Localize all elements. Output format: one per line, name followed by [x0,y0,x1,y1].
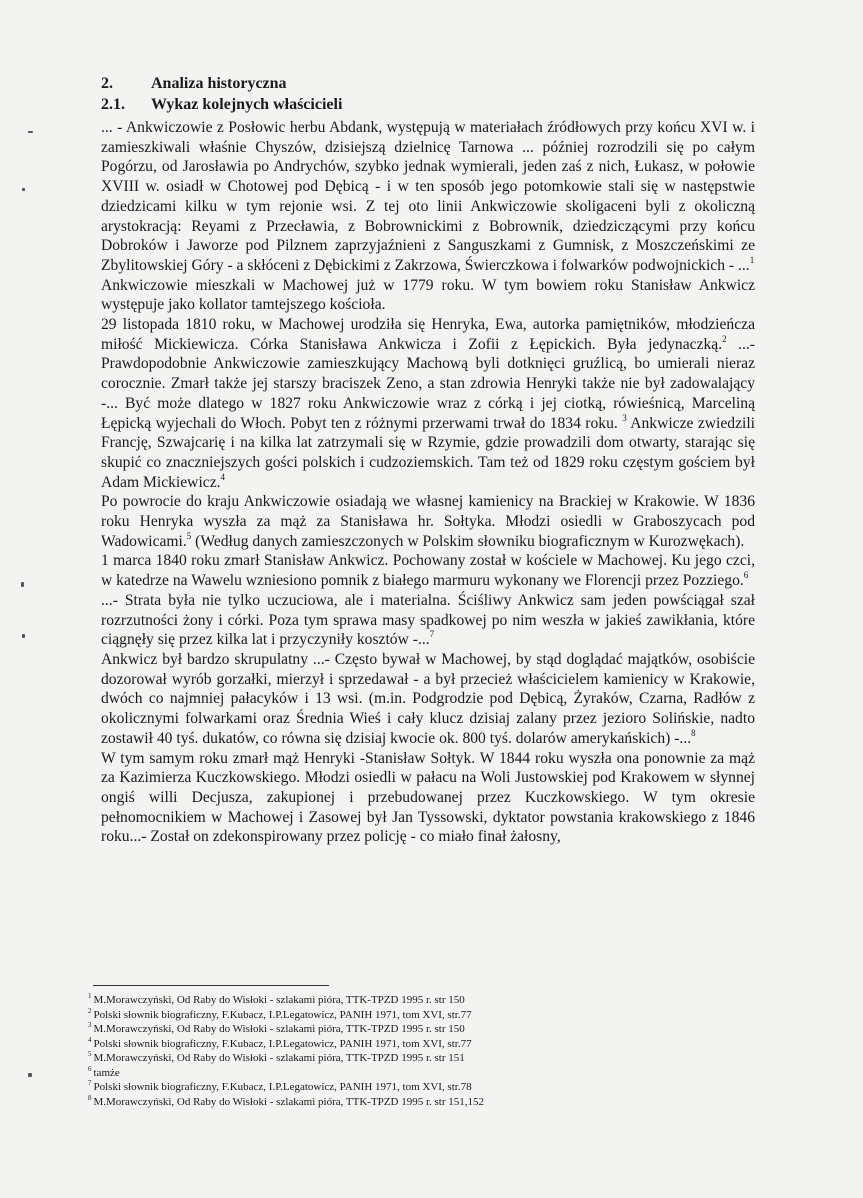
paragraph [101,492,755,551]
footnote-reference: 1 [749,254,755,265]
paragraph-text: ...- Strata była nie tylko uczuciowa, ale i materialna. Ściśliwy Ankwicz sam jeden powściągał szał rozrzutności żony i córki. Poza tym sprawa masy spadkowej po nim weszła w jakieś zawikłania, które ciągnęły się przez kilka lat i przyczyniły kosztów -... [101,591,755,649]
footnotes [88,993,768,1109]
scan-mark [22,188,25,191]
footnote-number: 1 [88,992,92,1000]
section-heading [101,74,287,94]
footnote-text: M.Morawczyński, Od Raby do Wisłoki - szlakami pióra, TTK-TPZD 1995 r. str 150 [93,994,465,1006]
paragraph [101,551,755,590]
paragraph [101,315,755,492]
footnote-number: 7 [88,1079,92,1087]
paragraph [101,118,755,276]
footnote-reference: 8 [691,727,696,738]
scan-mark [28,1073,32,1077]
paragraph [101,591,755,650]
footnote-reference: 3 [622,412,627,423]
footnote-text: M.Morawczyński, Od Raby do Wisłoki - szlakami pióra, TTK-TPZD 1995 r. str 151 [93,1052,465,1064]
paragraph [101,276,755,315]
footnote-number: 6 [88,1064,92,1073]
footnote [88,1066,768,1081]
section-number: 2. [101,75,113,92]
footnote [88,1037,768,1052]
paragraph-text: 29 listopada 1810 roku, w Machowej urodziła się Henryka, Ewa, autorka pamiętników, młodzieńcza miłość Mickiewicza. Córka Stanisława Ankwicza i Zofii z Łępickich. Była jedynaczką. [101,316,755,353]
paragraph-text: (Według danych zamieszczonych w Polskim słowniku biograficznym w Kurozwękach). [191,532,745,550]
footnote [88,993,768,1008]
paragraph-text: ...- Prawdopodobnie Ankwiczowie zamieszkujący Machową byli dotknięci gruźlicą, bo umierali nieraz corocznie. Zmarł także jej starszy braciszek Zeno, a stan zdrowia Henryki także nie był zadowalający -... Być może dlatego w 1827 roku Ankwiczowie wraz z córką i jej ciotką, rówieśnicą, Marceliną Łępicką wyjechali do Włoch. Pobyt ten z różnymi przerwami trwał do 1834 roku. [101,335,755,432]
paragraph [101,749,755,848]
paragraph-text: W tym samym roku zmarł mąż Henryki -Stanisław Sołtyk. W 1844 roku wyszła ona ponownie za mąż za Kazimierza Kuczkowskiego. Młodzi osiedli w pałacu na Woli Justowskiej pod Krakowem w słynnej ongiś willi Decjusza, zakupionej i przebudowanej przez Kuczkowskiego. W tym okresie pełnomocnikiem w Machowej i Zasowej był Jan Tyssowski, dyktator powstania krakowskiego z 1846 roku...- Został on zdekonspirowany przez policję - co miało finał żałosny, [101,749,755,846]
footnote-reference: 2 [722,333,727,344]
section-title: Analiza historyczna [151,75,287,92]
footnote-text: Polski słownik biograficzny, F.Kubacz, I.P.Legatowicz, PANIH 1971, tom XVI, str.77 [93,1037,472,1050]
footnote-divider [93,985,329,986]
footnote-reference: 4 [220,471,226,482]
footnote [88,1008,768,1023]
footnote-text: Polski słownik biograficzny, F.Kubacz, I.P.Legatowicz, PANIH 1971, tom XVI, str.78 [93,1081,472,1093]
scan-mark [22,634,25,638]
paragraph-text: 1 marca 1840 roku zmarł Stanisław Ankwicz. Pochowany został w kościele w Machowej. Ku jego czci, w katedrze na Wawelu wzniesiono pomnik z białego marmuru wykonany we Florencji przez Pozziego. [101,552,755,590]
footnote-number: 5 [88,1050,92,1058]
footnote-number: 4 [88,1035,92,1044]
footnote-number: 2 [88,1006,92,1015]
paragraph-text: Ankwiczowie mieszkali w Machowej już w 1779 roku. W tym bowiem roku Stanisław Ankwicz występuje jako kollator tamtejszego kościoła. [101,276,755,314]
footnote [88,1080,768,1095]
body-text [101,118,755,847]
footnote-text: M.Morawczyński, Od Raby do Wisłoki - szlakami pióra, TTK-TPZD 1995 r. str 150 [93,1023,465,1035]
scan-mark [28,131,33,133]
subsection-heading [101,95,342,115]
subsection-title: Wykaz kolejnych właścicieli [151,96,343,113]
subsection-number: 2.1. [101,96,125,113]
paragraph-text: Ankwicz był bardzo skrupulatny ...- Często bywał w Machowej, by stąd doglądać majątków, osobiście dozorował wyrób gorzałki, mierzył i sprzedawał - a był przecież właścicielem kamienicy w Krakowie, dwóch co najmniej pałacyków i 13 wsi. (m.in. Podgrodzie pod Dębicą, Żyraków, Czarna, Radłów z okolicznymi folwarkami oraz Średnia Wieś i cały klucz dzisiaj zalany przez jezioro Solińskie, nadto zostawił 40 tyś. dukatów, co równa się dzisiaj kwocie ok. 800 tyś. dolarów amerykańskich) -... [101,650,755,747]
paragraph-text: Po powrocie do kraju Ankwiczowie osiadają we własnej kamienicy na Brackiej w Krakowie. W 1836 roku Henryka wyszła za mąż za Stanisława hr. Sołtyka. Młodzi osiedli w Graboszycach pod Wadowicami. [101,493,755,550]
footnote-reference: 7 [429,629,435,640]
scan-mark [21,582,24,587]
footnote [88,1022,768,1037]
footnote [88,1095,768,1110]
footnote-text: Polski słownik biograficzny, F.Kubacz, I.P.Legatowicz, PANIH 1971, tom XVI, str.77 [93,1008,472,1021]
footnote-text: M.Morawczyński, Od Raby do Wisłoki - szlakami pióra, TTK-TPZD 1995 r. str 151,152 [93,1095,485,1108]
paragraph-text: ... - Ankwiczowie z Posłowic herbu Abdank, występują w materiałach źródłowych przy końcu XVI w. i zamieszkiwali właśnie Chyszów, dzisiejszą dzielnicę Tarnowa ... później rozrodzili się po całym Pogórzu, od Jarosławia po Andrychów, szybko jednak wymierali, jeden zaś z nich, Łukasz, w połowie XVIII w. osiadł w Chotowej pod Dębicą - i w ten sposób jego potomkowie stali się w następstwie dziedzicami kilku w tym rejonie wsi. Z tej oto linii Ankwiczowie skoligaceni byli z okoliczną arystokracją: Reyami z Przecławia, z Bobrownickimi z Bobrownik, dziedziczącymi przy końcu Dobroków i Jaworze pod Pilznem zaprzyjaźnieni z Sanguszkami z Gumnisk, z Moszczeńskimi ze Zbylitowskiej Góry - a skłóceni z Dębickimi z Zakrzowa, Świerczkowa i folwarków podwojnickich - ... [101,119,755,274]
footnote-reference: 6 [743,570,749,581]
paragraph-text: Ankwicze zwiedzili Francję, Szwajcarię i na kilka lat zatrzymali się w Rzymie, gdzie prowadzili dom otwarty, starając się skupić co znaczniejszych gości polskich i cudzoziemskich. Tam też od 1829 roku częstym gościem był Adam Mickiewicz. [101,414,756,491]
footnote-text: tamże [93,1066,120,1079]
footnote-reference: 5 [186,530,192,541]
footnote [88,1051,768,1066]
footnote-number: 8 [88,1093,92,1102]
footnote-number: 3 [88,1021,92,1029]
paragraph [101,650,755,749]
